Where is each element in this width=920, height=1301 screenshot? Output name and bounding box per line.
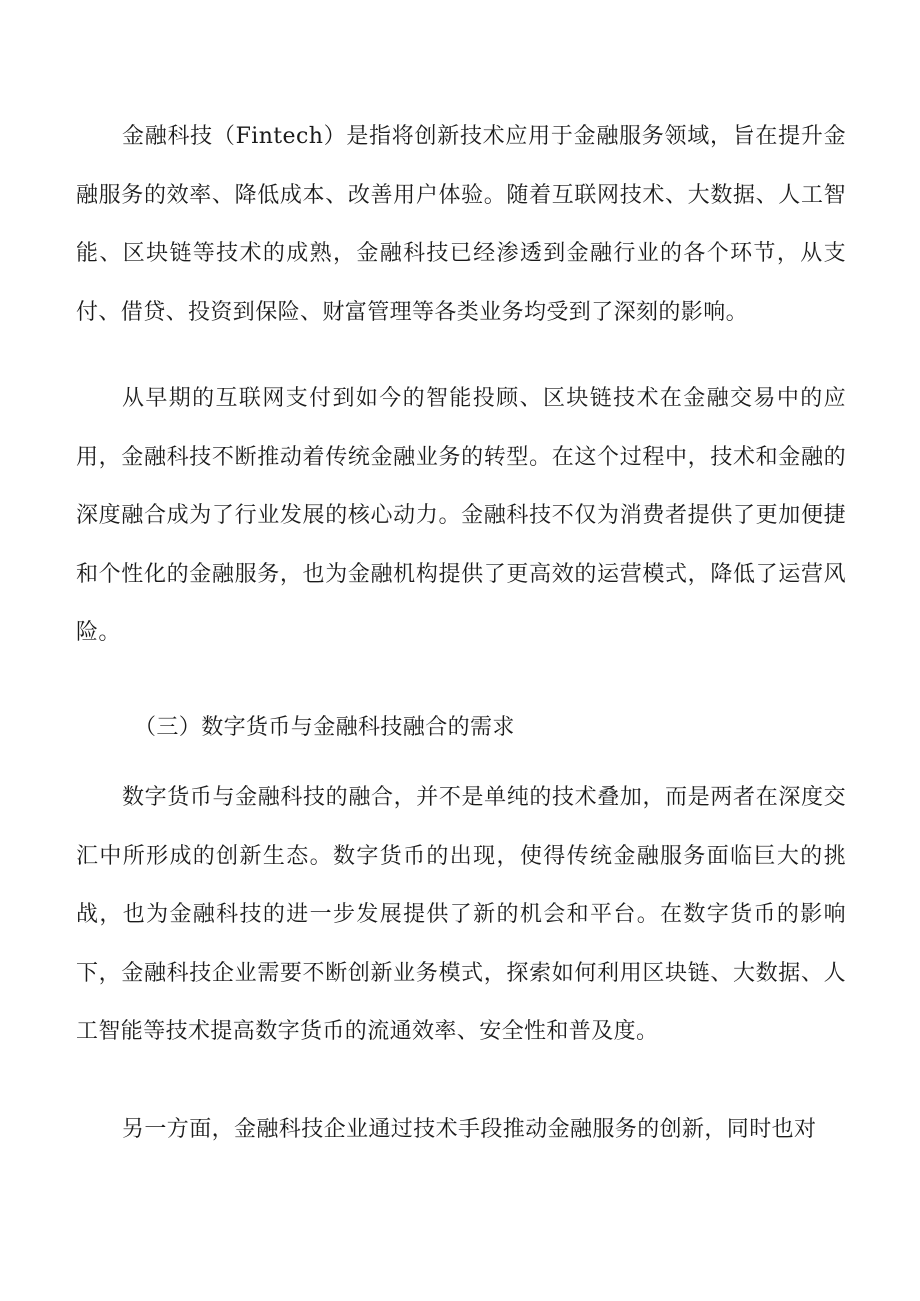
body-paragraph-fintech-innovation: 另一方面，金融科技企业通过技术手段推动金融服务的创新，同时也对: [122, 1117, 817, 1142]
section-heading: （三）数字货币与金融科技融合的需求: [134, 715, 515, 740]
body-paragraph-fintech-evolution: 从早期的互联网支付到如今的智能投顾、区块链技术在金融交易中的应用，金融科技不断推动着传统金融业务的转型。在这个过程中，技术和金融的深度融合成为了行业发展的核心动力。金融科技不仅为消费者提供了更加便捷和个性化的金融服务，也为金融机构提供了更高效的运营模式，降低了运营风险。: [76, 386, 846, 645]
body-paragraph-digital-currency-fusion: 数字货币与金融科技的融合，并不是单纯的技术叠加，而是两者在深度交汇中所形成的创新生态。数字货币的出现，使得传统金融服务面临巨大的挑战，也为金融科技的进一步发展提供了新的机会和平台。在数字货币的影响下，金融科技企业需要不断创新业务模式，探索如何利用区块链、大数据、人工智能等技术提高数字货币的流通效率、安全性和普及度。: [76, 785, 846, 1044]
body-paragraph-fintech-definition: 金融科技（Fintech）是指将创新技术应用于金融服务领域，旨在提升金融服务的效率、降低成本、改善用户体验。随着互联网技术、大数据、人工智能、区块链等技术的成熟，金融科技已经渗透到金融行业的各个环节，从支付、借贷、投资到保险、财富管理等各类业务均受到了深刻的影响。: [76, 124, 846, 325]
